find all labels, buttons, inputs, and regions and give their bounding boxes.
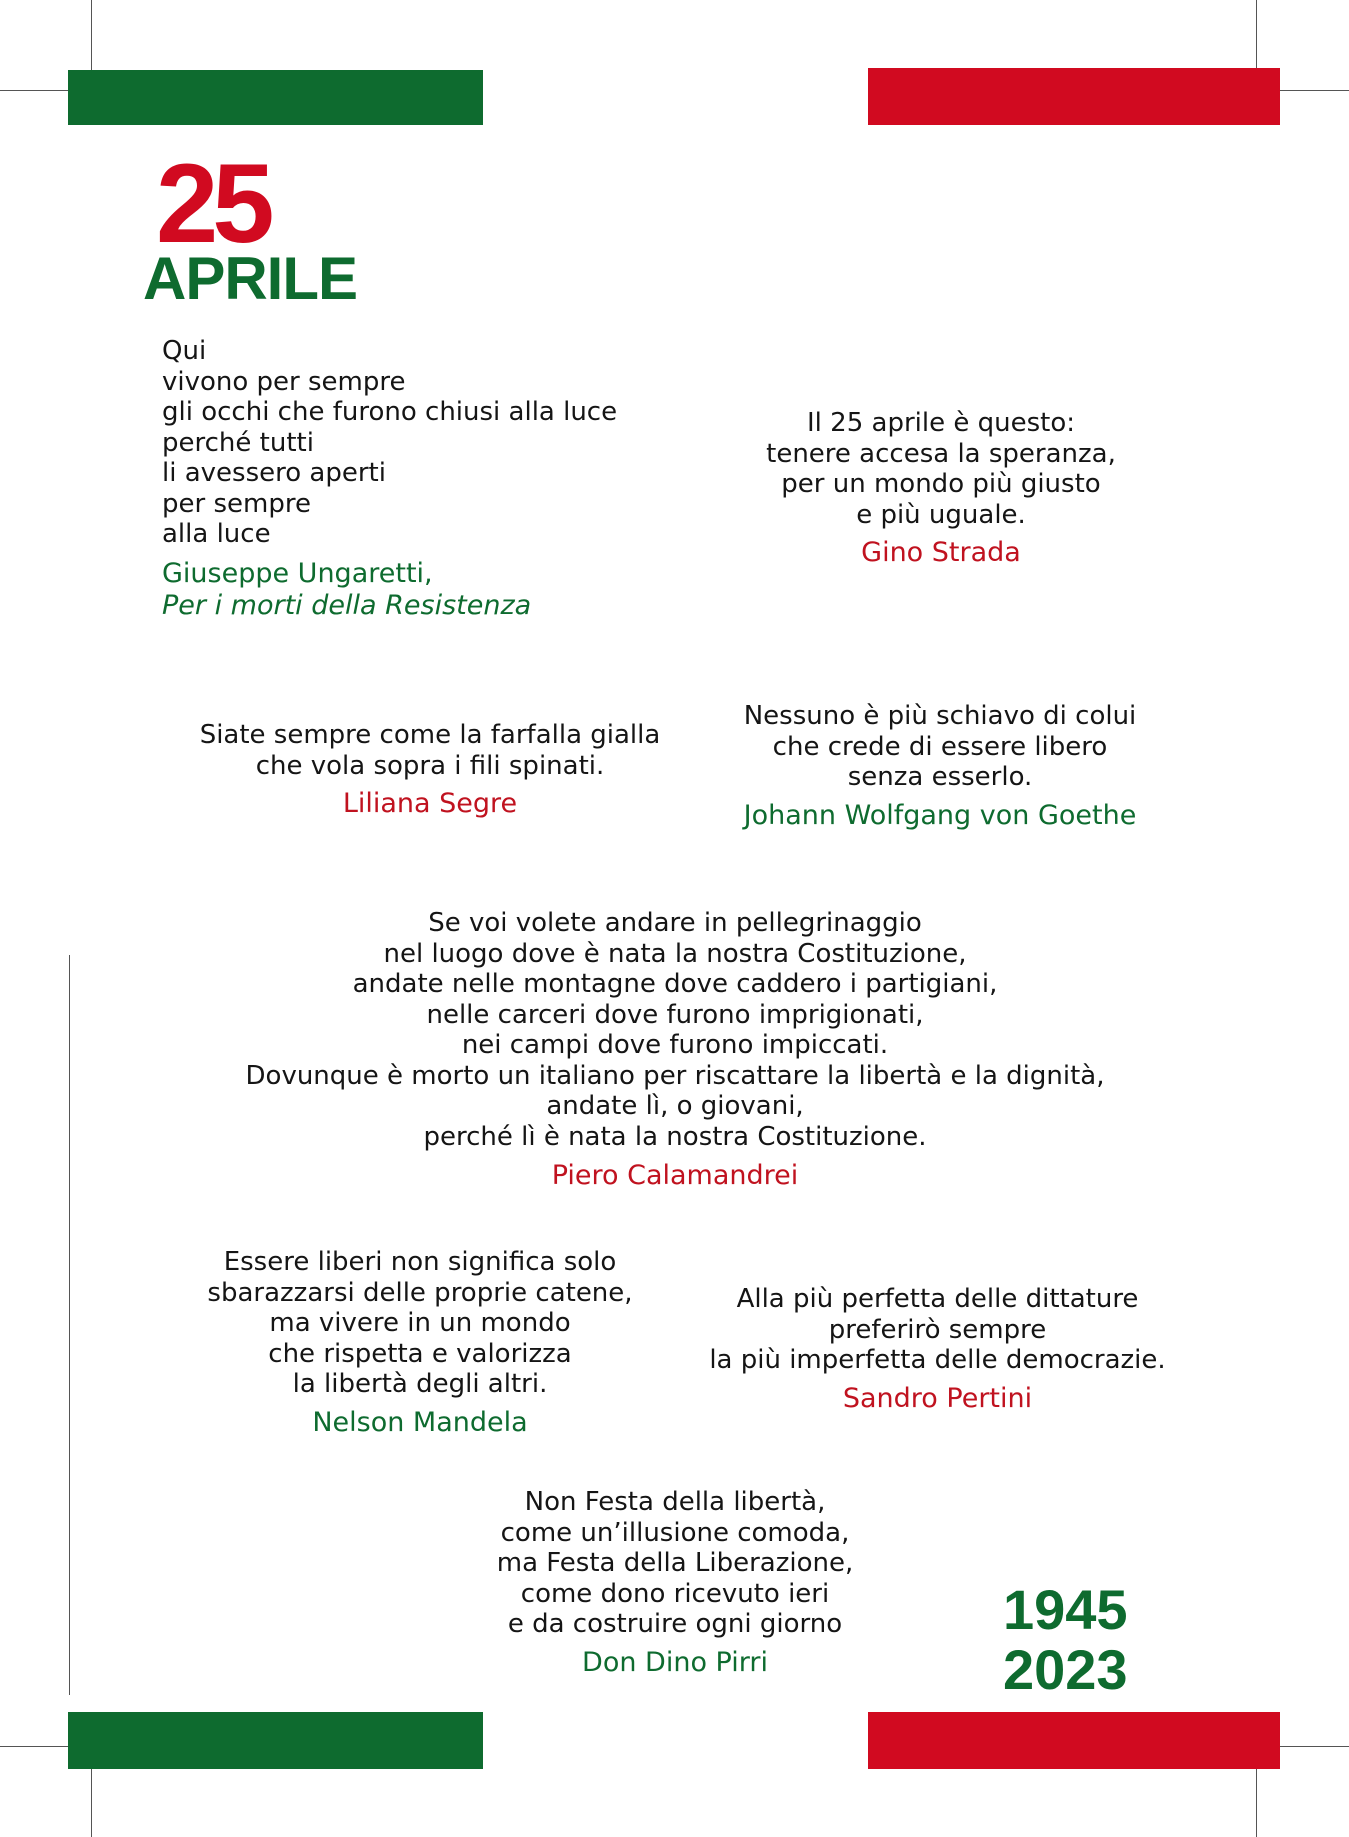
quote-line: che vola sopra i fili spinati. (255, 750, 605, 781)
quote-line: alla luce (162, 519, 271, 549)
quote-line: e da costruire ogni giorno (507, 1609, 843, 1639)
quote-author: Johann Wolfgang von Goethe (743, 799, 1137, 831)
quote-line: Qui (162, 336, 207, 366)
title-month: APRILE (143, 245, 358, 312)
quote-author: Don Dino Pirri (582, 1646, 768, 1678)
quote-author: Giuseppe Ungaretti, (162, 557, 433, 589)
quote-author: Liliana Segre (342, 788, 518, 819)
top-red-bar (868, 68, 1280, 125)
quote-calamandrei (215, 908, 1135, 1192)
quote-line: ma vivere in un mondo (269, 1308, 571, 1338)
quote-line: vivono per sempre (162, 366, 406, 397)
quote-line: Il 25 aprile è questo: (807, 408, 1075, 438)
quote-line: la più imperfetta delle democrazie. (709, 1345, 1166, 1375)
quote-line: Se voi volete andare in pellegrinaggio (428, 908, 922, 938)
quote-segre (180, 720, 680, 820)
quote-line: per sempre (162, 488, 311, 519)
quote-line: Alla più perfetta delle dittature (736, 1284, 1139, 1314)
crop-mark-top-left-vertical (91, 0, 92, 70)
quote-line: nei campi dove furono impiccati. (461, 1030, 889, 1060)
top-green-bar (68, 70, 483, 125)
quote-strada (741, 408, 1141, 569)
quote-author: Sandro Pertini (842, 1382, 1033, 1414)
quote-pertini (690, 1284, 1185, 1415)
quote-line: Nessuno è più schiavo di colui (743, 701, 1137, 731)
quote-pirri (475, 1487, 875, 1679)
quote-line: perché lì è nata la nostra Costituzione. (423, 1121, 927, 1152)
crop-mark-top-left-horizontal (0, 90, 70, 91)
quote-work: Per i morti della Resistenza (162, 589, 532, 621)
quote-line: senza esserlo. (847, 762, 1033, 792)
quote-goethe (720, 701, 1160, 832)
crop-mark-top-right-vertical (1256, 0, 1257, 70)
year-start: 1945 (1003, 1578, 1128, 1641)
quote-line: gli occhi che furono chiusi alla luce (162, 397, 618, 427)
quote-line: perché tutti (162, 427, 314, 458)
quote-ungaretti (162, 336, 617, 622)
quote-line: Siate sempre come la farfalla gialla (199, 720, 661, 750)
quote-line: tenere accesa la speranza, (766, 438, 1116, 469)
quote-line: Non Festa della libertà, (524, 1487, 826, 1517)
quote-line: nel luogo dove è nata la nostra Costituzione, (383, 938, 967, 969)
quote-line: la libertà degli altri. (292, 1369, 548, 1399)
quote-line: Dovunque è morto un italiano per riscattare la libertà e la dignità, (245, 1060, 1105, 1091)
quote-author: Gino Strada (861, 537, 1021, 568)
quote-author: Nelson Mandela (312, 1406, 528, 1438)
quote-line: e più uguale. (856, 499, 1026, 530)
quote-line: per un mondo più giusto (781, 469, 1101, 499)
quote-line: preferirò sempre (828, 1314, 1047, 1345)
title-day: 25 (156, 141, 269, 266)
bottom-green-bar (68, 1712, 483, 1769)
crop-mark-top-right-horizontal (1280, 90, 1349, 91)
quote-line: Essere liberi non significa solo (223, 1247, 617, 1277)
quote-line: ma Festa della Liberazione, (496, 1548, 854, 1578)
crop-mark-bottom-left-horizontal (0, 1746, 70, 1747)
left-edge-line (69, 955, 70, 1695)
year-end: 2023 (1003, 1638, 1128, 1701)
quote-line: li avessero aperti (162, 458, 386, 488)
quote-line: nelle carceri dove furono imprigionati, (426, 999, 924, 1030)
quote-line: sbarazzarsi delle proprie catene, (207, 1277, 633, 1308)
quote-line: andate nelle montagne dove caddero i partigiani, (352, 969, 998, 999)
quote-line: che crede di essere libero (772, 731, 1108, 762)
quote-line: che rispetta e valorizza (268, 1338, 572, 1369)
quote-line: come dono ricevuto ieri (520, 1578, 830, 1609)
quote-mandela (180, 1247, 660, 1439)
years-block (1003, 1580, 1128, 1700)
bottom-red-bar (868, 1712, 1280, 1769)
quote-line: come un’illusione comoda, (500, 1517, 850, 1548)
crop-mark-bottom-right-horizontal (1280, 1746, 1349, 1747)
crop-mark-bottom-right-vertical (1256, 1767, 1257, 1837)
quote-line: andate lì, o giovani, (546, 1091, 804, 1121)
crop-mark-bottom-left-vertical (91, 1767, 92, 1837)
quote-author: Piero Calamandrei (551, 1160, 799, 1191)
